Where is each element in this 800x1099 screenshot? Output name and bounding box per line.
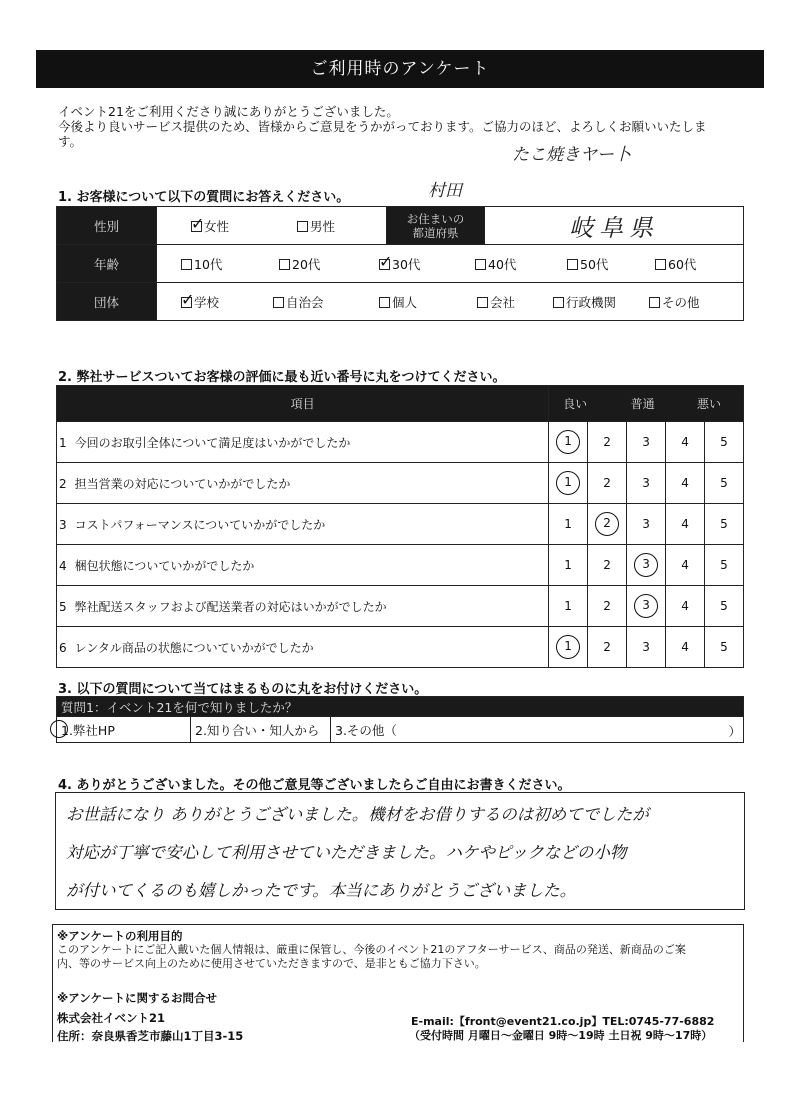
section3-heading: 3. 以下の質問について当てはまるものに丸をお付けください。 [58, 682, 428, 697]
question-row [57, 697, 744, 717]
option-government[interactable]: 行政機関 [553, 293, 649, 311]
option-company-hp[interactable]: 1.弊社HP [57, 717, 191, 743]
checkbox[interactable] [655, 259, 666, 270]
source-options-row [57, 717, 744, 743]
option-age-20s[interactable]: 20代 [279, 255, 379, 273]
option-age-10s[interactable]: 10代 [181, 255, 279, 273]
group-row [57, 283, 744, 321]
rating-value: 5 [720, 558, 728, 572]
option-acquaintance[interactable]: 2.知り合い・知人から [191, 717, 331, 743]
question-number: 4 [59, 558, 67, 573]
rating-option-3[interactable] [627, 545, 666, 586]
page-title: ご利用時のアンケート [36, 50, 764, 88]
rating-option-3[interactable] [627, 627, 666, 668]
handwritten-customer-name: 村田 [428, 181, 462, 201]
checkbox[interactable] [567, 259, 578, 270]
checkbox[interactable] [379, 259, 390, 270]
rating-question [57, 422, 549, 463]
rating-option-2[interactable] [588, 463, 627, 504]
free-comment-box[interactable] [55, 792, 745, 910]
rating-value: 3 [642, 435, 650, 449]
section2-heading: 2. 弊社サービスついてお客様の評価に最も近い番号に丸をつけてください。 [58, 370, 506, 385]
rating-option-3[interactable] [627, 586, 666, 627]
age-row [57, 245, 744, 283]
rating-option-1[interactable] [549, 504, 588, 545]
rating-option-1[interactable] [549, 422, 588, 463]
question-number: 6 [59, 640, 67, 655]
question-number: 2 [59, 476, 67, 491]
rating-option-4[interactable] [666, 422, 705, 463]
purpose-text-2: 内、等のサービス向上のために使用させていただきますので、是非ともご協力下さい。 [57, 957, 486, 970]
rating-value: 5 [720, 517, 728, 531]
option-female[interactable]: ✓ 女性 [191, 217, 229, 235]
rating-value: 3 [642, 640, 650, 654]
rating-header-row [57, 386, 744, 422]
checkbox[interactable] [297, 221, 308, 232]
gender-label: 性別 [57, 207, 157, 245]
header-normal: 普通 [627, 386, 666, 422]
selected-rating: 1 [556, 635, 580, 659]
checkbox[interactable] [379, 297, 390, 308]
selected-rating: 2 [595, 512, 619, 536]
customer-info-table [56, 206, 744, 321]
selected-rating: 1 [556, 471, 580, 495]
checkbox[interactable] [273, 297, 284, 308]
rating-row [57, 627, 744, 668]
rating-value: 1 [564, 517, 572, 531]
question-number: 5 [59, 599, 67, 614]
selected-rating: 1 [556, 430, 580, 454]
header-bad: 悪い [666, 386, 744, 422]
header-item: 項目 [57, 386, 549, 422]
rating-value: 2 [603, 435, 611, 449]
question-text: 梱包状態についていかがでしたか [74, 558, 255, 573]
intro-line-2: 今後より良いサービス提供のため、皆様からご意見をうかがっております。ご協力のほど、よろしくお願いいたしま [58, 119, 707, 134]
checkbox[interactable] [279, 259, 290, 270]
rating-question [57, 627, 549, 668]
contact-hours: （受付時間 月曜日～金曜日 9時～19時 土日祝 9時～17時） [409, 1029, 713, 1042]
option-age-30s[interactable]: ✓ 30代 [379, 255, 475, 273]
rating-option-3[interactable] [627, 504, 666, 545]
section1-heading: 1. お客様について以下の質問にお答えください。 [58, 190, 350, 205]
rating-row [57, 586, 744, 627]
age-label: 年齢 [57, 245, 157, 283]
contact-email-tel: E-mail:【front@event21.co.jp】TEL:0745-77-6882 [411, 1015, 715, 1028]
rating-option-1[interactable] [549, 545, 588, 586]
rating-value: 4 [681, 476, 689, 490]
close-paren: ） [728, 724, 741, 739]
option-age-60s[interactable]: 60代 [655, 255, 696, 273]
prefecture-label: お住まいの 都道府県 [387, 207, 485, 245]
option-individual[interactable]: 個人 [379, 293, 477, 311]
question-text: レンタル商品の状態についていかがでしたか [74, 640, 314, 655]
rating-option-5[interactable] [705, 463, 744, 504]
purpose-text-1: このアンケートにご記入戴いた個人情報は、厳重に保管し、今後のイベント21のアフターサービス、商品の発送、新商品のご案 [57, 943, 686, 956]
question-text: 担当営業の対応についていかがでしたか [74, 476, 291, 491]
comment-line-2: 対応が丁寧で安心して利用させていただきました。ハケやピックなどの小物 [66, 843, 627, 862]
rating-value: 5 [720, 599, 728, 613]
question-1-label: 質問1：イベント21を何で知りましたか？ [57, 697, 744, 717]
option-other[interactable]: その他 [649, 293, 700, 311]
rating-value: 4 [681, 599, 689, 613]
rating-option-3[interactable] [627, 422, 666, 463]
selected-circle [50, 720, 68, 738]
rating-value: 3 [642, 476, 650, 490]
checkbox[interactable] [181, 259, 192, 270]
rating-rows [57, 422, 744, 668]
rating-option-4[interactable] [666, 463, 705, 504]
rating-option-5[interactable] [705, 422, 744, 463]
question-text: 弊社配送スタッフおよび配送業者の対応はいかがでしたか [74, 599, 387, 614]
rating-option-3[interactable] [627, 463, 666, 504]
rating-value: 4 [681, 640, 689, 654]
option-male[interactable]: 男性 [297, 217, 335, 235]
rating-question [57, 463, 549, 504]
rating-option-4[interactable] [666, 627, 705, 668]
rating-value: 2 [603, 558, 611, 572]
rating-option-2[interactable] [588, 504, 627, 545]
rating-option-1[interactable] [549, 463, 588, 504]
rating-row [57, 422, 744, 463]
rating-question [57, 545, 549, 586]
checkbox[interactable] [649, 297, 660, 308]
selected-rating: 3 [634, 594, 658, 618]
rating-value: 4 [681, 517, 689, 531]
rating-value: 2 [603, 599, 611, 613]
question-number: 1 [59, 435, 67, 450]
handwritten-shop-name: たこ焼きヤー卜 [512, 145, 631, 165]
question-text: コストパフォーマンスについていかがでしたか [74, 517, 326, 532]
question-text: 今回のお取引全体について満足度はいかがでしたか [74, 435, 351, 450]
rating-row [57, 463, 744, 504]
rating-value: 5 [720, 640, 728, 654]
rating-option-5[interactable] [705, 545, 744, 586]
rating-option-4[interactable] [666, 586, 705, 627]
rating-value: 4 [681, 435, 689, 449]
checkbox[interactable] [475, 259, 486, 270]
rating-question [57, 586, 549, 627]
checkbox[interactable] [191, 221, 202, 232]
purpose-block [57, 929, 743, 971]
option-neighborhood-association[interactable]: 自治会 [273, 293, 379, 311]
option-school[interactable]: ✓ 学校 [181, 293, 273, 311]
gender-row [57, 207, 744, 245]
rating-option-2[interactable] [588, 545, 627, 586]
rating-value: 3 [642, 517, 650, 531]
rating-value: 1 [564, 558, 572, 572]
option-other-source[interactable]: 3.その他（ ） [331, 717, 744, 743]
rating-row [57, 504, 744, 545]
group-options [157, 283, 744, 321]
prefecture-field[interactable] [485, 207, 744, 245]
comment-line-1: お世話になり ありがとうございました。機材をお借りするのは初めてでしたが [66, 805, 649, 824]
rating-option-4[interactable] [666, 504, 705, 545]
contact-title: ※アンケートに関するお問合せ [57, 991, 217, 1005]
company-address: 住所：奈良県香芝市藤山1丁目3-15 [57, 1029, 244, 1043]
purpose-title: ※アンケートの利用目的 [57, 929, 183, 943]
rating-table [56, 385, 744, 668]
gender-options [157, 207, 387, 245]
section4-heading: 4. ありがとうございました。その他ご意見等ございましたらご自由にお書きください。 [58, 778, 571, 793]
rating-option-5[interactable] [705, 586, 744, 627]
checkbox[interactable] [181, 297, 192, 308]
rating-value: 2 [603, 476, 611, 490]
rating-value: 1 [564, 599, 572, 613]
intro-text [58, 104, 758, 149]
rating-option-5[interactable] [705, 627, 744, 668]
intro-line-1: イベント21をご利用くださり誠にありがとうございました。 [58, 104, 399, 119]
group-label: 団体 [57, 283, 157, 321]
rating-value: 5 [720, 476, 728, 490]
comment-line-3: が付いてくるのも嬉しかったです。本当にありがとうございました。 [66, 881, 577, 900]
question-number: 3 [59, 517, 67, 532]
intro-line-3: す。 [58, 134, 83, 149]
option-age-50s[interactable]: 50代 [567, 255, 655, 273]
rating-value: 4 [681, 558, 689, 572]
age-options [157, 245, 744, 283]
source-question-table [56, 696, 744, 743]
rating-option-5[interactable] [705, 504, 744, 545]
rating-option-4[interactable] [666, 545, 705, 586]
rating-question [57, 504, 549, 545]
rating-option-2[interactable] [588, 627, 627, 668]
header-good: 良い [549, 386, 627, 422]
option-company[interactable]: 会社 [477, 293, 553, 311]
rating-value: 5 [720, 435, 728, 449]
selected-rating: 3 [634, 553, 658, 577]
rating-option-1[interactable] [549, 627, 588, 668]
rating-option-1[interactable] [549, 586, 588, 627]
rating-option-2[interactable] [588, 422, 627, 463]
option-age-40s[interactable]: 40代 [475, 255, 567, 273]
rating-row [57, 545, 744, 586]
rating-option-2[interactable] [588, 586, 627, 627]
footer-box [52, 924, 744, 1042]
checkbox[interactable] [553, 297, 564, 308]
prefecture-value: 岐阜県 [569, 214, 659, 242]
checkbox[interactable] [477, 297, 488, 308]
rating-value: 2 [603, 640, 611, 654]
company-name: 株式会社イベント21 [57, 1011, 166, 1025]
